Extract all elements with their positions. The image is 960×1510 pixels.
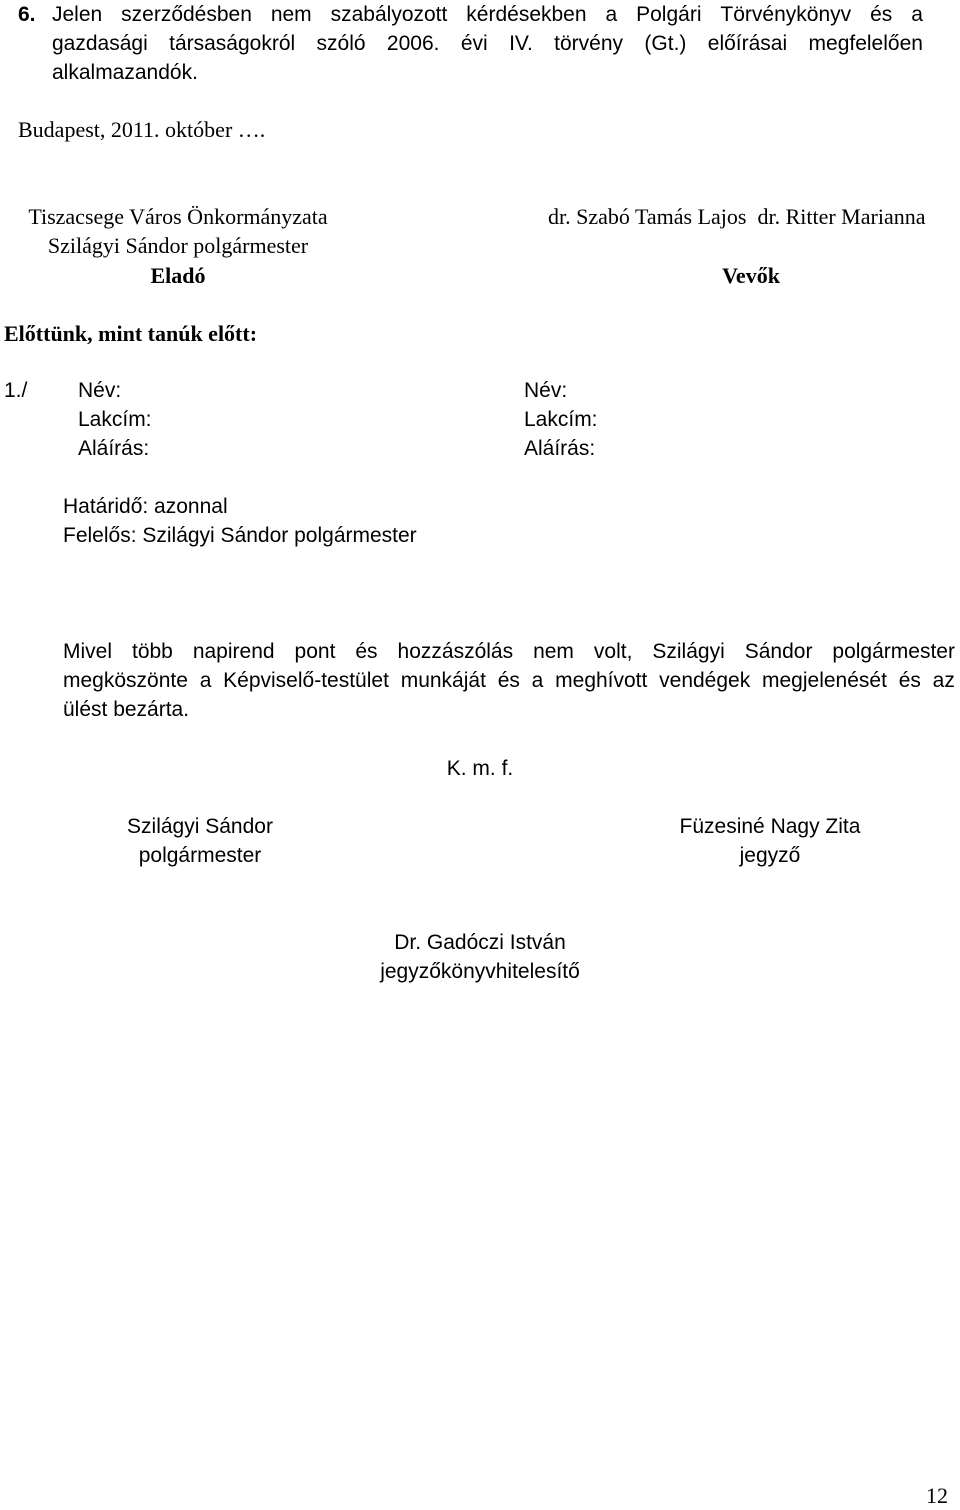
closing-word: volt, xyxy=(593,640,633,663)
witness-left-address: Lakcím: xyxy=(78,408,152,431)
closing-word: Szilágyi xyxy=(652,640,725,663)
clause-word: IV. xyxy=(509,32,533,55)
closing-word: hozzászólás xyxy=(397,640,514,663)
closing-line-3: ülést bezárta. xyxy=(63,698,190,721)
clause-word: előírásai xyxy=(707,32,788,55)
clause-word: Polgári xyxy=(636,3,702,26)
clause-line-2 xyxy=(52,29,923,58)
closing-word: a xyxy=(199,669,212,692)
closing-word: a xyxy=(531,669,544,692)
witness-right-address: Lakcím: xyxy=(524,408,598,431)
closing-word: Képviselő-testület xyxy=(223,669,389,692)
seller-org: Tiszacsege Város Önkormányzata xyxy=(28,204,328,229)
mayor-title: polgármester xyxy=(138,844,262,867)
closing-word: munkáját xyxy=(400,669,486,692)
clause-word: Jelen xyxy=(52,3,103,26)
deadline: Határidő: azonnal xyxy=(63,495,228,518)
witness-left-name: Név: xyxy=(78,379,122,402)
clause-word: szabályozott xyxy=(330,3,448,26)
clause-word: Törvénykönyv xyxy=(720,3,852,26)
clause-word: a xyxy=(911,3,923,26)
authenticator-name: Dr. Gadóczi István xyxy=(394,931,566,954)
closing-line-1 xyxy=(63,637,955,666)
witness-left-signature: Aláírás: xyxy=(78,437,150,460)
closing-word: az xyxy=(932,669,955,692)
closing-word: megköszönte xyxy=(63,669,188,692)
clause-word: törvény xyxy=(554,32,624,55)
closing-word: Mivel xyxy=(63,640,113,663)
closing-word: és xyxy=(497,669,520,692)
clause-word: szóló xyxy=(316,32,366,55)
page-number: 12 xyxy=(926,1483,948,1508)
closing-word: több xyxy=(131,640,173,663)
responsible: Felelős: Szilágyi Sándor polgármester xyxy=(63,524,417,547)
clause-word: kérdésekben xyxy=(466,3,587,26)
closing-line-2 xyxy=(63,666,955,695)
clause-word: a xyxy=(605,3,618,26)
clause-line-1 xyxy=(52,0,923,29)
closing-word: nem xyxy=(533,640,574,663)
clause-word: gazdasági xyxy=(52,32,148,55)
clause-word: évi xyxy=(460,32,488,55)
closing-word: pont xyxy=(294,640,336,663)
clause-word: szerződésben xyxy=(121,3,252,26)
clause-number: 6. xyxy=(18,3,36,26)
buyer-role: Vevők xyxy=(722,263,780,288)
clause-word: megfelelően xyxy=(808,32,923,55)
closing-word: vendégek xyxy=(659,669,751,692)
closing-word: és xyxy=(355,640,378,663)
witness-right-name: Név: xyxy=(524,379,568,402)
clause-word: társaságokról xyxy=(169,32,296,55)
closing-word: megjelenését xyxy=(762,669,887,692)
clause-word: nem xyxy=(270,3,312,26)
closing-word: Sándor xyxy=(744,640,813,663)
clause-line-3: alkalmazandók. xyxy=(52,61,198,84)
place-date: Budapest, 2011. október …. xyxy=(18,117,266,142)
seller-role: Eladó xyxy=(150,263,206,288)
closing-word: meghívott xyxy=(555,669,648,692)
witness-right-signature: Aláírás: xyxy=(524,437,596,460)
clause-word: és xyxy=(870,3,893,26)
clause-word: 2006. xyxy=(386,32,440,55)
witnesses-heading: Előttünk, mint tanúk előtt: xyxy=(4,321,258,346)
kmf: K. m. f. xyxy=(446,757,514,780)
closing-word: napirend xyxy=(192,640,275,663)
witness-number: 1./ xyxy=(4,379,28,402)
seller-person: Szilágyi Sándor polgármester xyxy=(47,233,309,258)
buyer-names: dr. Szabó Tamás Lajos dr. Ritter Marianna xyxy=(548,204,926,229)
notary-name: Füzesiné Nagy Zita xyxy=(679,815,861,838)
closing-word: és xyxy=(898,669,921,692)
authenticator-title: jegyzőkönyvhitelesítő xyxy=(380,960,580,983)
notary-title: jegyző xyxy=(739,844,801,867)
clause-word: (Gt.) xyxy=(644,32,687,55)
closing-word: polgármester xyxy=(832,640,955,663)
mayor-name: Szilágyi Sándor xyxy=(127,815,273,838)
